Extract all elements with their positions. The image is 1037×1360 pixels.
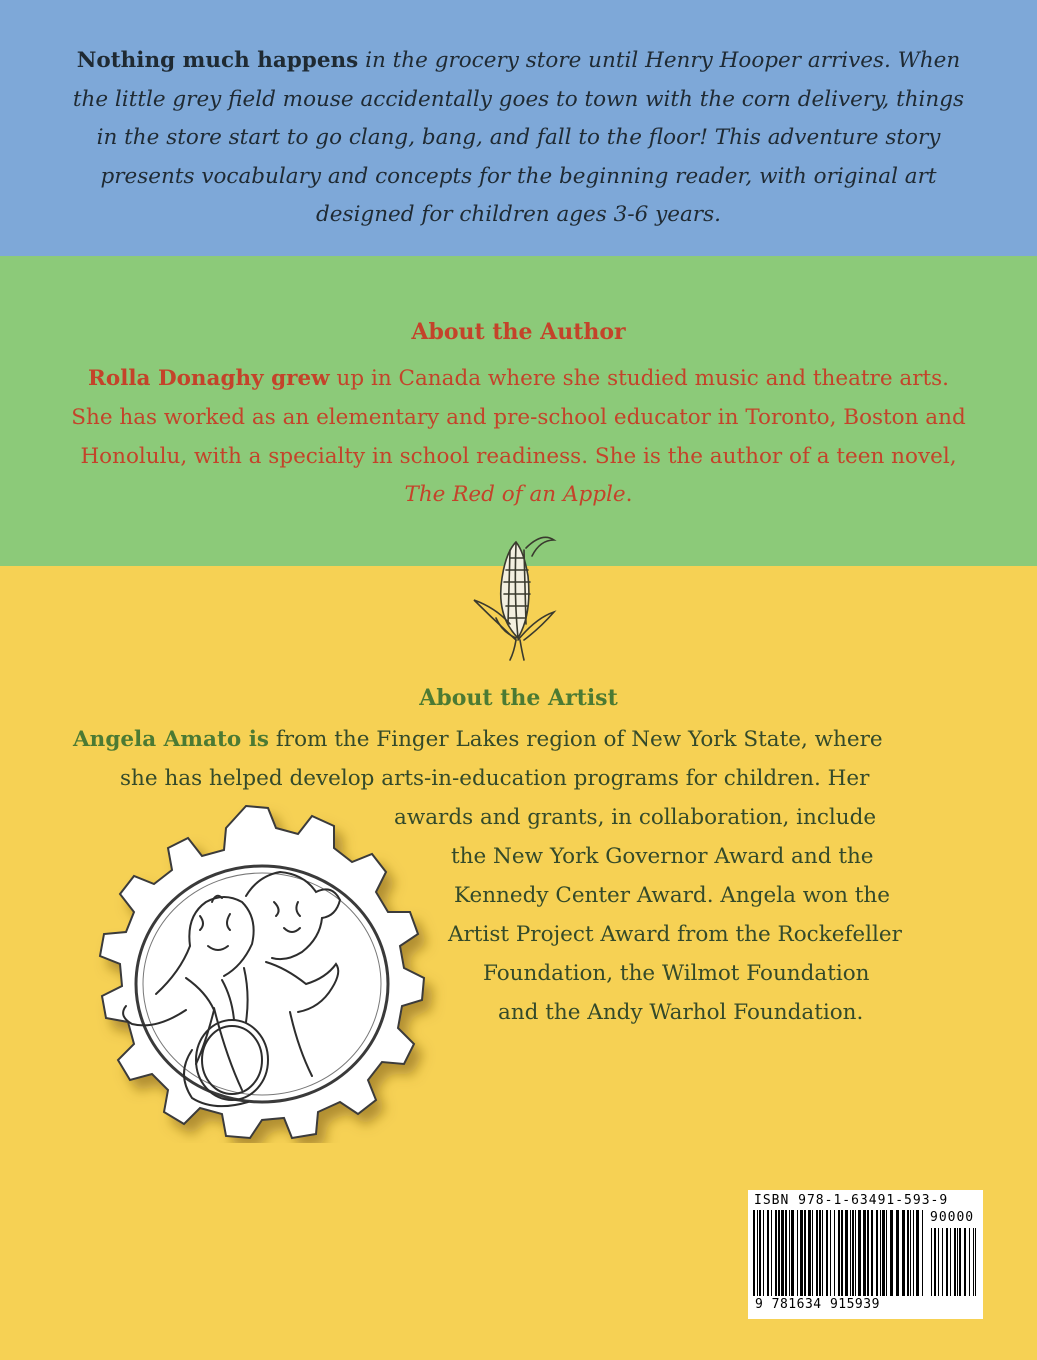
barcode-bar (841, 1210, 843, 1296)
barcode-bar (845, 1210, 848, 1296)
barcode-bar (973, 1228, 974, 1296)
barcode-bar (959, 1228, 961, 1296)
barcode-bar (871, 1210, 873, 1296)
barcode-bar (896, 1210, 899, 1296)
barcode-bar (852, 1210, 854, 1296)
barcode-bar (808, 1210, 811, 1296)
barcode-bar (916, 1210, 919, 1296)
barcode-bar (910, 1210, 911, 1296)
barcode-bar (913, 1210, 914, 1296)
barcode-bar (816, 1210, 818, 1296)
barcode-bar (942, 1228, 943, 1296)
barcode-bar (950, 1228, 951, 1296)
novel-title: The Red of an Apple (404, 482, 626, 508)
barcode-bar (886, 1210, 887, 1296)
artist-name: Angela Amato is (73, 727, 269, 752)
barcode-bar (946, 1228, 948, 1296)
artist-bio-line-4: the New York Governor Award and the (451, 844, 874, 869)
blurb-lead: Nothing much happens (76, 48, 359, 73)
artist-heading: About the Artist (419, 685, 618, 711)
artist-bio-line-7: Foundation, the Wilmot Foundation (483, 961, 870, 986)
blurb-text: in the grocery store until Henry Hooper arrives. When the little grey field mouse accidentally goes to town with the corn delivery, things in the store start to go clang, bang, and fall to the floor! This adventure story presents vocabulary and concepts for the beginning reader, with original art designed for children ages 3-6 years. (72, 48, 965, 227)
barcode-bar (863, 1210, 866, 1296)
barcode-bar (800, 1210, 803, 1296)
author-bio-text: up in Canada where she studied music and theatre arts. She has worked as an elementary and pre-school educator in Toronto, Boston and Honolulu, with a specialty in school readiness. She is the author of a teen novel, (71, 366, 966, 469)
barcode-bar (902, 1210, 905, 1296)
barcode-bar (938, 1228, 939, 1296)
barcode-bar (922, 1210, 923, 1296)
corn-cob-icon (466, 528, 562, 664)
artist-bio-line-2: she has helped develop arts-in-education programs for children. Her (120, 766, 870, 791)
barcode-bar (763, 1210, 764, 1296)
isbn-barcode (748, 1190, 983, 1319)
price-code: 90000 (930, 1210, 975, 1225)
barcode-bar (757, 1210, 758, 1296)
barcode-bar (890, 1210, 893, 1296)
barcode-bar (753, 1210, 755, 1296)
barcode-bar (957, 1228, 958, 1296)
barcode-bar (907, 1210, 909, 1296)
barcode-bar (964, 1228, 966, 1296)
barcode-bar (880, 1210, 881, 1296)
artist-bio-line-8: and the Andy Warhol Foundation. (498, 1000, 864, 1025)
barcode-bar (775, 1210, 777, 1296)
barcode-bar (858, 1210, 861, 1296)
barcode-bar (876, 1210, 878, 1296)
barcode-bar (969, 1228, 970, 1296)
barcode-bar (759, 1210, 761, 1296)
barcode-bar (797, 1210, 798, 1296)
artist-bio-text-1: from the Finger Lakes region of New York State, where (269, 727, 883, 752)
mice-medallion-illustration (36, 798, 456, 1143)
barcode-bar (789, 1210, 790, 1296)
artist-bio-line-6: Artist Project Award from the Rockefeller (448, 922, 902, 947)
barcode-bar (771, 1210, 772, 1296)
barcode-bar (931, 1228, 932, 1296)
barcode-bar (804, 1210, 806, 1296)
barcode-bar (819, 1210, 821, 1296)
barcode-bar (791, 1210, 794, 1296)
author-name: Rolla Donaghy grew (87, 366, 330, 391)
barcode-bar (867, 1210, 869, 1296)
barcode-bar (838, 1210, 840, 1296)
barcode-bar (767, 1210, 769, 1296)
barcode-bar (830, 1210, 831, 1296)
barcode-bar (975, 1228, 976, 1296)
book-blurb (60, 42, 977, 235)
barcode-bar (882, 1210, 885, 1296)
barcode-bar (785, 1210, 787, 1296)
barcode-bar (812, 1210, 813, 1296)
barcode-bar (855, 1210, 856, 1296)
isbn-number: ISBN 978-1-63491-593-9 (754, 1193, 949, 1208)
barcode-bar (778, 1210, 780, 1296)
author-bio (70, 360, 967, 515)
artist-bio-line-1 (73, 727, 883, 752)
artist-bio-line-5: Kennedy Center Award. Angela won the (454, 883, 890, 908)
artist-bio-line-3: awards and grants, in collaboration, include (394, 805, 877, 830)
author-heading: About the Author (411, 319, 626, 345)
barcode-bar (834, 1210, 835, 1296)
barcode-bar (826, 1210, 828, 1296)
barcode-bar (934, 1228, 936, 1296)
barcode-bar (781, 1210, 784, 1296)
barcode-digits: 9 781634 915939 (755, 1297, 880, 1312)
author-bio-end: . (625, 482, 633, 508)
barcode-bar (822, 1210, 823, 1296)
barcode-bar (954, 1228, 956, 1296)
barcode-bar (850, 1210, 851, 1296)
